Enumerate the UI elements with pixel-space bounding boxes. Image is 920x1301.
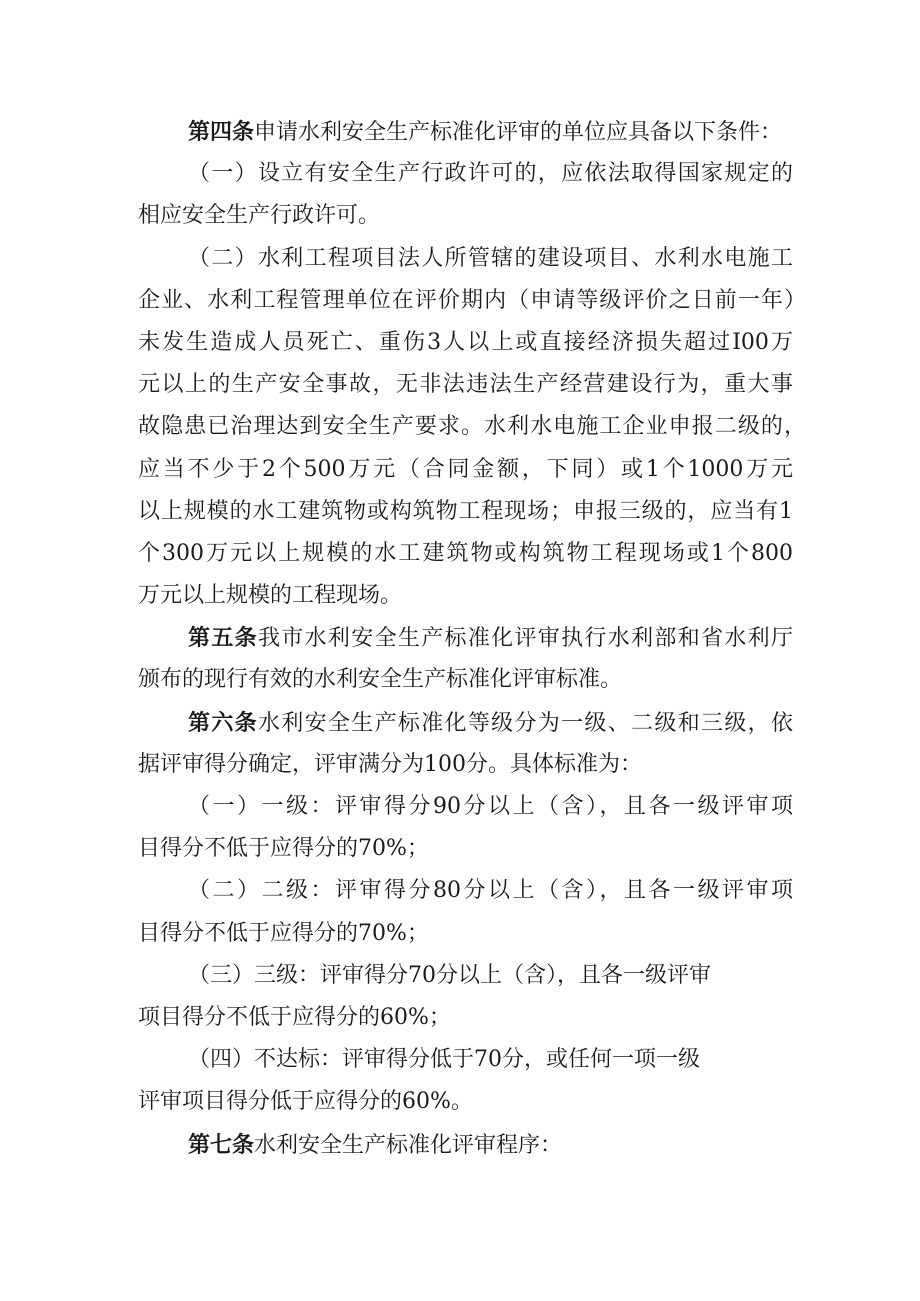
article-6-heading: 第六条	[188, 710, 258, 736]
article-6-item-1-line-1: （一）一级：评审得分90分以上（含），且各一级评审项	[188, 794, 793, 819]
article-4-item-2-line-2: 企业、水利工程管理单位在评价期内（申请等级评价之日前一年）	[138, 288, 806, 313]
article-5-heading: 第五条	[188, 625, 258, 651]
article-6-line-2: 据评审得分确定，评审满分为100分。具体标准为：	[138, 752, 642, 777]
article-6-item-3-line-1: （三）三级：评审得分70分以上（含），且各一级评审	[188, 963, 711, 988]
article-5-text: 我市水利安全生产标准化评审执行水利部和省水利厅	[257, 626, 793, 651]
article-4-item-2-line-9: 万元以上规模的工程现场。	[138, 583, 403, 608]
article-4-item-2-line-6: 应当不少于2个500万元（合同金额，下同）或1个1000万元	[138, 457, 793, 482]
article-5-line-1	[188, 623, 793, 653]
article-6-item-4-line-1: （四）不达标：评审得分低于70分，或任何一项一级	[188, 1047, 700, 1072]
article-4-item-2-line-4: 元以上的生产安全事故，无非法违法生产经营建设行为，重大事	[138, 372, 793, 397]
article-4-item-2-line-3: 未发生造成人员死亡、重伤3人以上或直接经济损失超过I00万	[138, 330, 793, 355]
article-7-text: 水利安全生产标准化评审程序：	[254, 1133, 563, 1158]
article-4-item-2-line-7: 以上规模的水工建筑物或构筑物工程现场；申报三级的，应当有1	[138, 499, 793, 524]
article-6-item-1-line-2: 目得分不低于应得分的70%；	[138, 836, 429, 861]
article-4-item-2-line-1: （二）水利工程项目法人所管辖的建设项目、水利水电施工	[188, 246, 793, 271]
article-6-text: 水利安全生产标准化等级分为一级、二级和三级，依	[257, 711, 793, 736]
article-6-item-3-line-2: 项目得分不低于应得分的60%；	[138, 1005, 451, 1030]
article-4-text: 申请水利安全生产标准化评审的单位应具备以下条件：	[254, 120, 783, 145]
article-5-line-2: 颁布的现行有效的水利安全生产标准化评审标准。	[138, 667, 623, 692]
article-4-item-1-line-1: （一）设立有安全生产行政许可的，应依法取得国家规定的	[188, 161, 793, 186]
article-6-item-2-line-1: （二）二级：评审得分80分以上（含），且各一级评审项	[188, 878, 793, 903]
article-4-item-2-line-5: 故隐患已治理达到安全生产要求。水利水电施工企业申报二级的，	[138, 414, 806, 439]
article-4-item-2-line-8: 个300万元以上规模的水工建筑物或构筑物工程现场或1个800	[138, 541, 793, 566]
article-6-line-1	[188, 708, 793, 738]
article-4-paragraph	[188, 117, 782, 147]
article-4-heading: 第四条	[188, 119, 255, 145]
article-7-heading: 第七条	[188, 1132, 255, 1158]
article-6-item-4-line-2: 评审项目得分低于应得分的60%。	[138, 1089, 473, 1114]
article-6-item-2-line-2: 目得分不低于应得分的70%；	[138, 921, 429, 946]
article-7-paragraph	[188, 1130, 562, 1160]
article-4-item-1-line-2: 相应安全生产行政许可。	[138, 203, 381, 228]
